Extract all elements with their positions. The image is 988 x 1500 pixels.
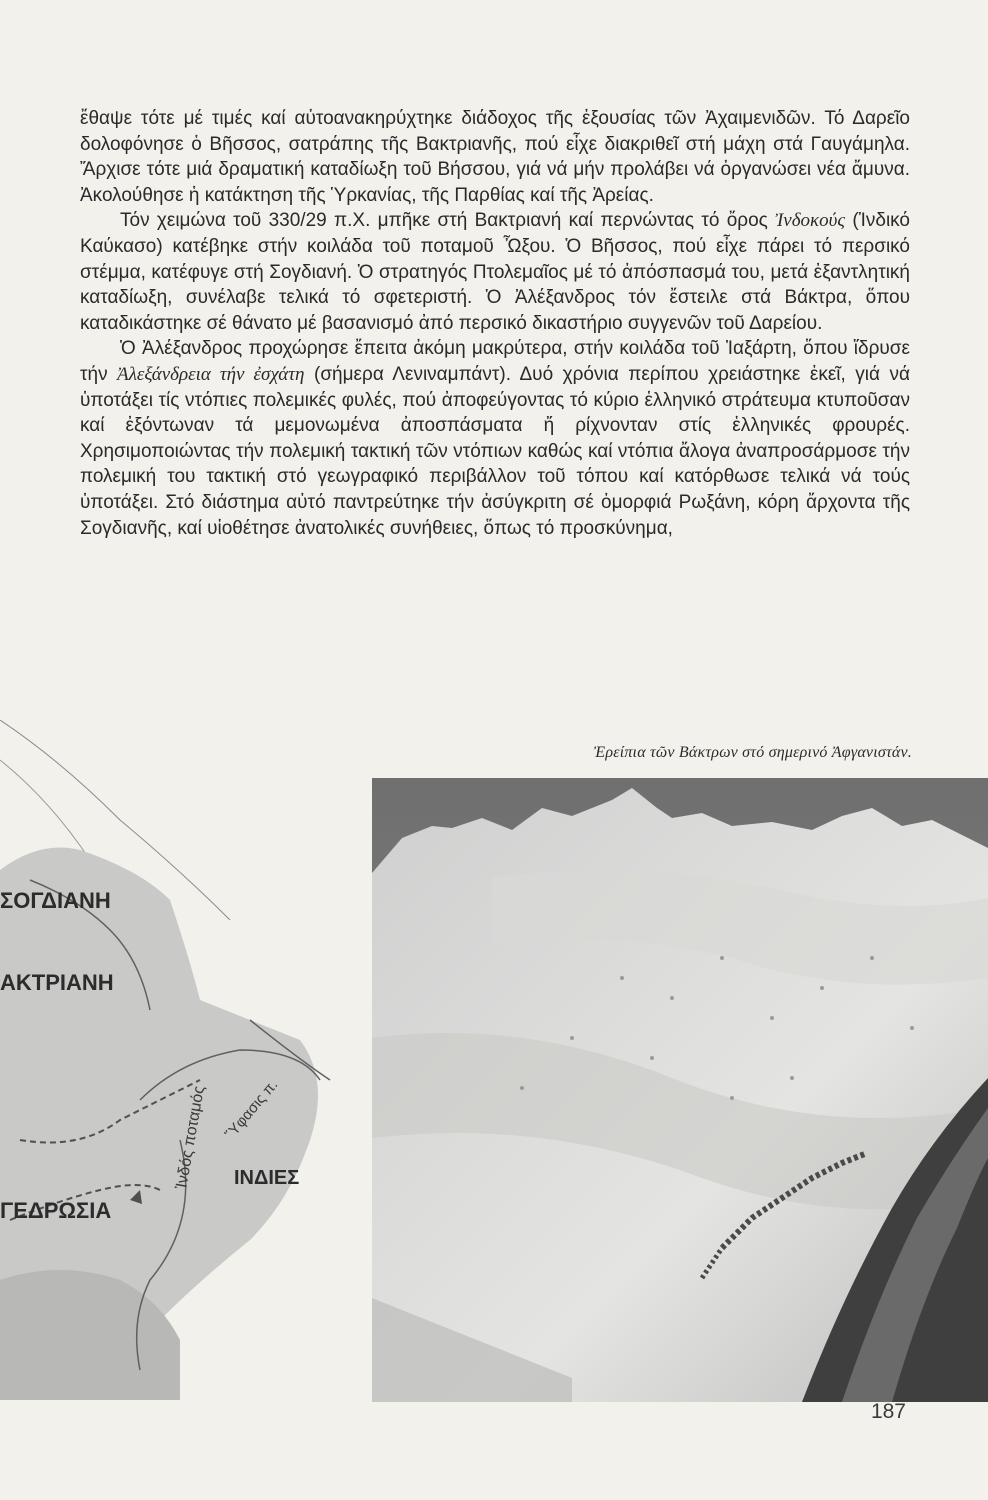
photo-caption: Ἐρείπια τῶν Βάκτρων στό σημερινό Ἀφγανιστάν. bbox=[593, 744, 912, 761]
map-label-indus: Ἰνδός ποταμός bbox=[173, 1084, 209, 1191]
paragraph-2-lead: Τόν χειμώνα τοῦ 330/29 π.Χ. μπῆκε στή Βακτριανή καί περνώντας τό ὄρος bbox=[120, 210, 776, 232]
map-label-gedrosia: ΓΕΔΡΩΣΙΑ bbox=[0, 1198, 112, 1223]
map-label-baktriani: ΑΚΤΡΙΑΝΗ bbox=[0, 970, 114, 995]
map-label-sogdiani: ΣΟΓΔΙΑΝΗ bbox=[0, 888, 111, 913]
paragraph-3 bbox=[80, 336, 910, 541]
paragraph-3-lead: Ὁ Ἀλέξανδρος προχώρησε ἔπειτα ἀκόμη μακρύτερα, στήν κοιλάδα τοῦ Ἰαξάρτη, ὅπου ἵδρυσε τήν bbox=[80, 338, 910, 385]
body-text bbox=[80, 106, 910, 541]
page-number: 187 bbox=[870, 1400, 906, 1423]
paragraph-3-italic: Ἀλεξάνδρεια τήν ἐσχάτη bbox=[117, 363, 305, 385]
paragraph-2-tail: (Ἰνδικό Καύκασο) κατέβηκε στήν κοιλάδα τοῦ ποταμοῦ Ὦξου. Ὁ Βῆσσος, πού εἶχε πάρει τό περσικό στέμμα, κατέφυγε στή Σογδιανή. Ὁ στρατηγός Πτολεμαῖος μέ τό ἀπόσπασμά του, μετά ἐξαντλητική καταδίωξη, συνέλαβε τελικά τό σφετεριστή. Ὁ Ἀλέξανδρος τόν ἔστειλε στά Βάκτρα, ὅπου καταδικάστηκε σέ θάνατο μέ βασανισμό ἀπό περσικό δικαστήριο συγγενῶν τοῦ Δαρείου. bbox=[80, 210, 911, 334]
paragraph-3-tail: (σήμερα Λενιναμπάντ). Δυό χρόνια περίπου χρειάστηκε ἐκεῖ, γιά νά ὑποτάξει τίς ντόπιες πολεμικές φυλές, πού ἀποφεύγοντας τό κύριο ἑλληνικό στράτευμα κτυποῦσαν καί ἐξόντωναν τά μεμονωμένα ἀποσπάσματα ἤ ρίχνονταν στίς ἑλληνικές φρουρές. Χρησιμοποιώντας τήν πολεμική τακτική τῶν ντόπιων καθώς καί ντόπια ἄλογα ἀναπροσάρμοσε τήν πολεμική του τακτική στό γεωγραφικό περιβάλλον τοῦ τόπου καί κατόρθωσε τελικά νά τούς ὑποτάξει. Στό διάστημα αὐτό παντρεύτηκε τήν ἀσύγκριτη σέ ὀμορφιά Ρωξάνη, κόρη ἄρχοντα τῆς Σογδιανῆς, καί υἱοθέτησε ἀνατολικές συνήθειες, ὅπως τό προσκύνημα, bbox=[80, 363, 910, 539]
paragraph-2-italic: Ἰνδοκούς bbox=[775, 210, 846, 232]
campaign-map bbox=[0, 720, 372, 1400]
paragraph-1-text: ἔθαψε τότε μέ τιμές καί αὐτοανακηρύχτηκε διάδοχος τῆς ἐξουσίας τῶν Ἀχαιμενιδῶν. Τό Δαρεῖο δολοφόνησε ὁ Βῆσσος, σατράπης τῆς Βακτριανῆς, πού εἶχε διακριθεῖ στή μάχη στά Γαυγάμηλα. Ἄρχισε τότε μιά δραματική καταδίωξη τοῦ Βήσσου, γιά νά μήν προλάβει νά ὀργανώσει νέα ἄμυνα. Ἀκολούθησε ἡ κατάκτηση τῆς Ὑρκανίας, τῆς Παρθίας καί τῆς Ἀρείας. bbox=[80, 108, 910, 206]
map-label-hyphasis: Ὕφασις π. bbox=[222, 1076, 282, 1143]
bactra-ruins-photo bbox=[372, 778, 988, 1402]
paragraph-2 bbox=[80, 208, 910, 336]
map-label-indies: ΙΝΔΙΕΣ bbox=[234, 1167, 300, 1189]
paragraph-1 bbox=[80, 106, 910, 208]
